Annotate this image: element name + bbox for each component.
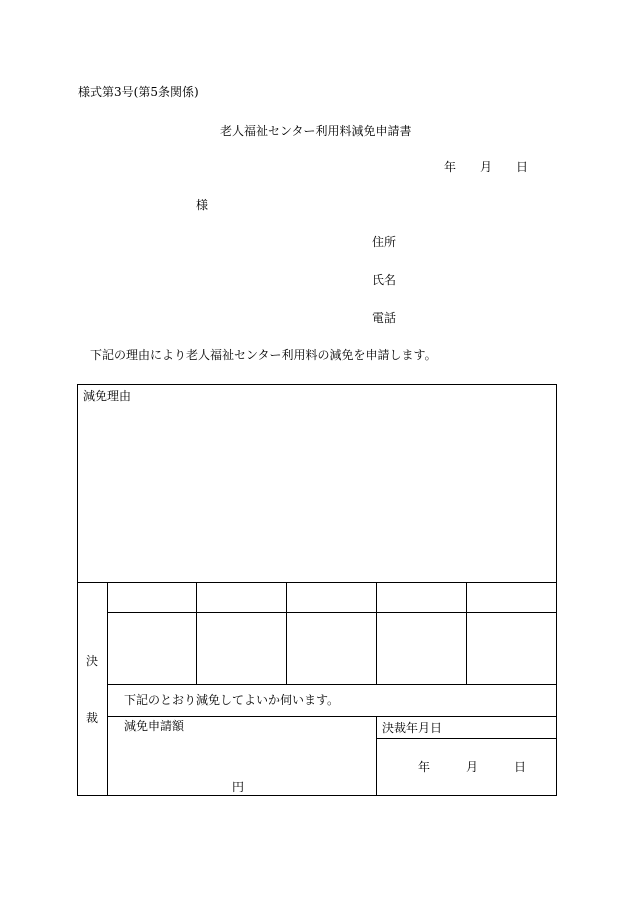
reduction-reason-label: 減免理由 [83, 389, 132, 403]
decision-date-year: 年 [418, 760, 431, 774]
amount-date-divider [376, 716, 377, 796]
address-label: 住所 [372, 235, 397, 249]
stamp-header-divider [107, 612, 557, 613]
decision-date-month: 月 [466, 760, 479, 774]
table-top-border [77, 384, 557, 385]
decision-date-day: 日 [514, 760, 527, 774]
form-number: 様式第3号(第5条関係) [78, 85, 199, 99]
decision-date-header-divider [376, 738, 557, 739]
date-year-label: 年 [444, 160, 457, 174]
approval-request-text: 下記のとおり減免してよいか伺います。 [124, 693, 340, 707]
stamp-col-divider-3 [376, 582, 377, 685]
decision-label-bottom: 裁 [86, 711, 99, 725]
amount-yen-unit: 円 [232, 780, 245, 794]
reduction-amount-label: 減免申請額 [124, 719, 185, 733]
page-title: 老人福祉センター利用料減免申請書 [220, 124, 412, 138]
table-left-border [77, 384, 78, 796]
date-day-label: 日 [516, 160, 529, 174]
date-month-label: 月 [480, 160, 493, 174]
addressee-suffix: 様 [196, 198, 209, 212]
approval-row-divider [107, 716, 557, 717]
stamp-col-divider-2 [286, 582, 287, 685]
stamp-col-divider-1 [196, 582, 197, 685]
decision-date-label: 決裁年月日 [382, 721, 443, 735]
table-bottom-border [77, 795, 557, 796]
name-label: 氏名 [372, 273, 397, 287]
phone-label: 電話 [372, 311, 397, 325]
reason-divider [77, 582, 557, 583]
stamp-grid-bottom [107, 684, 557, 685]
decision-column-divider [107, 582, 108, 796]
stamp-col-divider-4 [466, 582, 467, 685]
table-right-border [556, 384, 557, 796]
decision-label-top: 決 [86, 654, 99, 668]
application-statement: 下記の理由により老人福祉センター利用料の減免を申請します。 [90, 348, 437, 362]
